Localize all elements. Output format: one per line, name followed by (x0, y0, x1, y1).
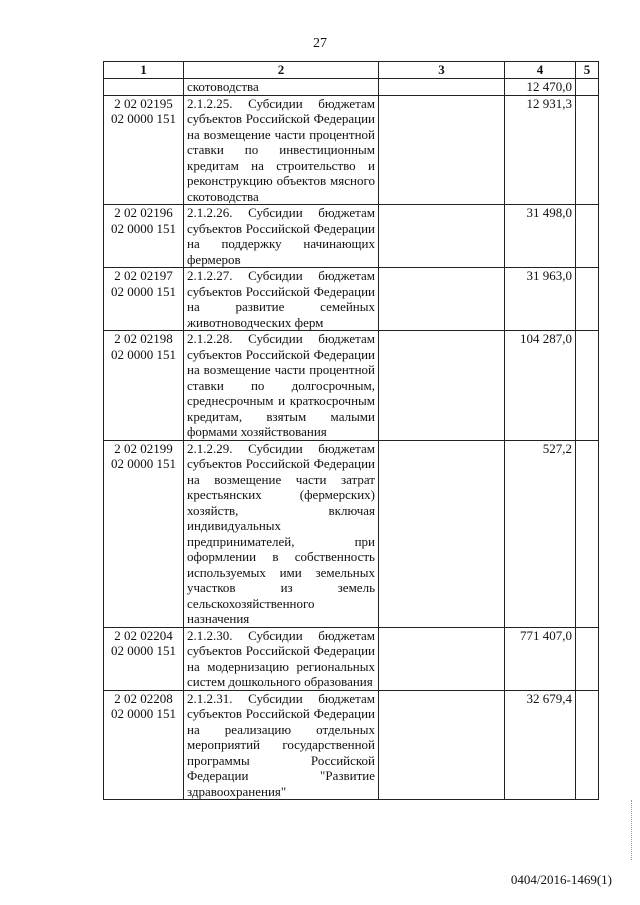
row-col-5 (576, 205, 599, 268)
table-row (104, 690, 599, 800)
row-amount: 104 287,0 (505, 331, 576, 441)
row-description: скотоводства (184, 79, 379, 96)
margin-mark (631, 800, 637, 860)
row-description: 2.1.2.27. Субсидии бюджетам субъектов Российской Федерации на развитие семейных животноводческих ферм (184, 268, 379, 331)
table-row (104, 627, 599, 690)
row-col-3 (379, 205, 505, 268)
row-code: 2 02 02195 02 0000 151 (104, 95, 184, 205)
row-col-3 (379, 627, 505, 690)
row-col-5 (576, 627, 599, 690)
header-col-5: 5 (576, 62, 599, 79)
row-code: 2 02 02199 02 0000 151 (104, 440, 184, 627)
row-code: 2 02 02198 02 0000 151 (104, 331, 184, 441)
row-code: 2 02 02197 02 0000 151 (104, 268, 184, 331)
table-row (104, 331, 599, 441)
row-description: 2.1.2.25. Субсидии бюджетам субъектов Российской Федерации на возмещение части процентной ставки по инвестиционным кредитам на строительство и реконструкцию объектов мясного скотоводства (184, 95, 379, 205)
row-amount: 527,2 (505, 440, 576, 627)
row-amount: 12 470,0 (505, 79, 576, 96)
row-col-5 (576, 79, 599, 96)
row-amount: 31 498,0 (505, 205, 576, 268)
row-amount: 12 931,3 (505, 95, 576, 205)
row-description: 2.1.2.26. Субсидии бюджетам субъектов Российской Федерации на поддержку начинающих фермеров (184, 205, 379, 268)
row-amount: 771 407,0 (505, 627, 576, 690)
row-description: 2.1.2.31. Субсидии бюджетам субъектов Российской Федерации на реализацию отдельных мероприятий государственной программы Российской Федерации "Развитие здравоохранения" (184, 690, 379, 800)
row-code: 2 02 02208 02 0000 151 (104, 690, 184, 800)
header-col-1: 1 (104, 62, 184, 79)
table-row (104, 440, 599, 627)
row-amount: 32 679,4 (505, 690, 576, 800)
row-col-5 (576, 440, 599, 627)
row-col-5 (576, 268, 599, 331)
row-code (104, 79, 184, 96)
row-col-5 (576, 690, 599, 800)
row-col-3 (379, 79, 505, 96)
row-description: 2.1.2.28. Субсидии бюджетам субъектов Российской Федерации на возмещение части процентной ставки по долгосрочным, среднесрочным и краткосрочным кредитам, взятым малыми формами хозяйствования (184, 331, 379, 441)
page-number: 27 (313, 36, 327, 51)
table-row (104, 205, 599, 268)
document-number: 0404/2016-1469(1) (510, 872, 612, 887)
table-row (104, 79, 599, 96)
row-col-3 (379, 690, 505, 800)
budget-table (103, 61, 599, 800)
header-row (104, 62, 599, 79)
row-col-5 (576, 95, 599, 205)
row-col-3 (379, 440, 505, 627)
table-row (104, 268, 599, 331)
row-col-3 (379, 331, 505, 441)
row-description: 2.1.2.29. Субсидии бюджетам субъектов Российской Федерации на возмещение части затрат крестьянских (фермерских) хозяйств, включая индивидуальных предпринимателей, при оформлении в собственность используемых ими земельных участков из земель сельскохозяйственного назначения (184, 440, 379, 627)
row-amount: 31 963,0 (505, 268, 576, 331)
header-col-2: 2 (184, 62, 379, 79)
row-col-3 (379, 95, 505, 205)
row-code: 2 02 02196 02 0000 151 (104, 205, 184, 268)
table-row (104, 95, 599, 205)
row-col-3 (379, 268, 505, 331)
row-col-5 (576, 331, 599, 441)
header-col-3: 3 (379, 62, 505, 79)
row-code: 2 02 02204 02 0000 151 (104, 627, 184, 690)
row-description: 2.1.2.30. Субсидии бюджетам субъектов Российской Федерации на модернизацию региональных систем дошкольного образования (184, 627, 379, 690)
header-col-4: 4 (505, 62, 576, 79)
